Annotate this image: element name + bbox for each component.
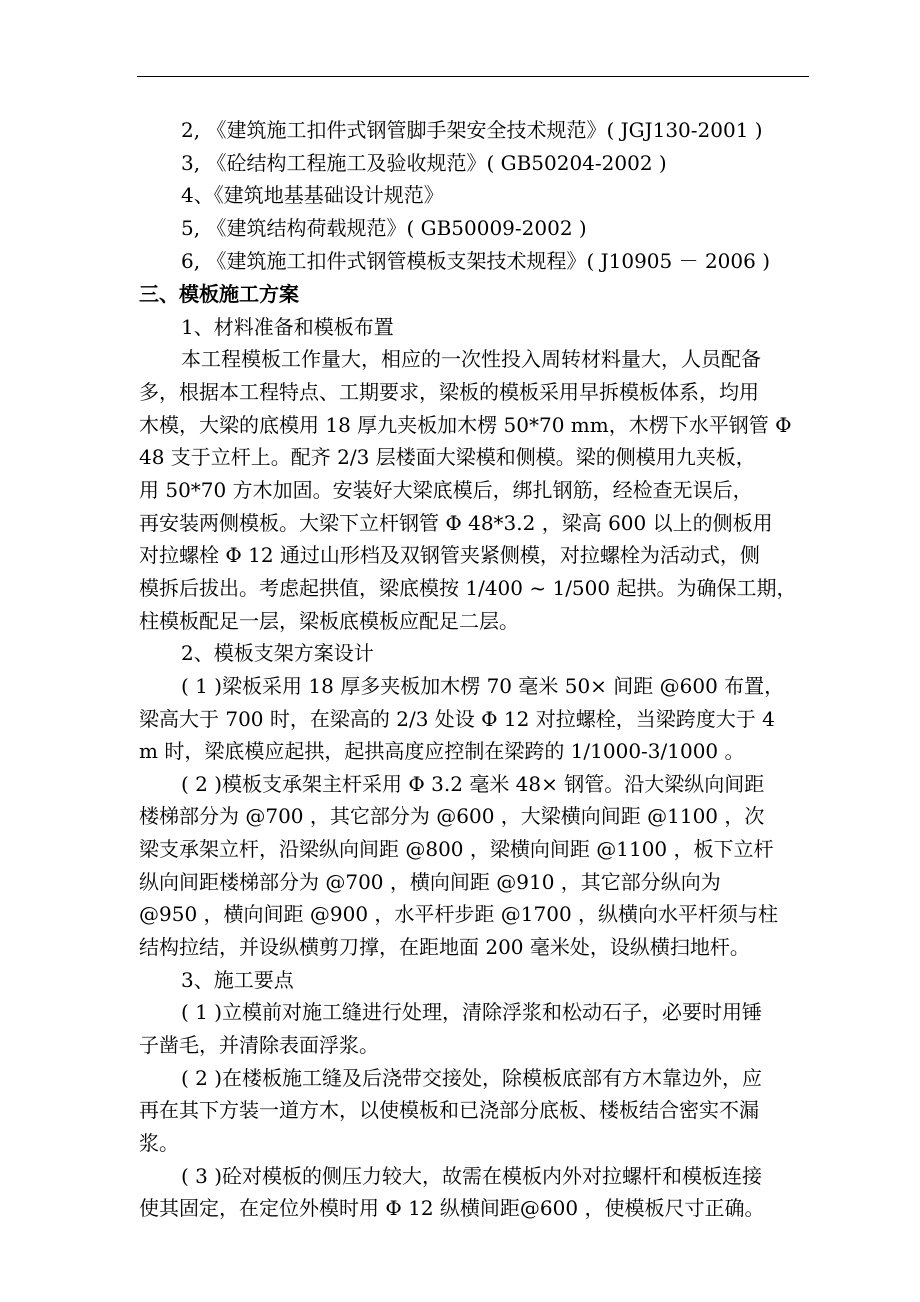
text-line: 楼梯部分为 @700 ，其它部分为 @600 ，大梁横向间距 @1100 ，次 <box>139 804 765 828</box>
text-line: 48 支于立杆上。配齐 2/3 层楼面大梁模和侧模。梁的侧模用九夹板， <box>139 445 756 469</box>
text-line: 再在其下方装一道方木，以使模板和已浇部分底板、楼板结合密实不漏 <box>139 1098 759 1122</box>
reference-item: 2, 《建筑施工扣件式钢管脚手架安全技术规范》( JGJ130-2001 ) <box>181 118 763 142</box>
reference-item: 6, 《建筑施工扣件式钢管模板支架技术规程》( J10905 － 2006 ) <box>181 249 771 273</box>
subsection-heading: 3、施工要点 <box>181 968 294 992</box>
reference-item: 4、《建筑地基基础设计规范》 <box>181 183 444 207</box>
text-line: 子凿毛，并清除表面浮浆。 <box>139 1033 379 1057</box>
text-line: 柱模板配足一层，梁板底模板应配足二层。 <box>139 609 519 633</box>
reference-item: 5, 《建筑结构荷载规范》( GB50009-2002 ) <box>181 216 587 240</box>
text-line: m 时，梁底模应起拱，起拱高度应控制在梁跨的 1/1000-3/1000 。 <box>139 739 745 763</box>
text-line: 纵向间距楼梯部分为 @700 ，横向间距 @910 ，其它部分纵向为 <box>139 870 721 894</box>
text-line: 梁高大于 700 时，在梁高的 2/3 处设 Φ 12 对拉螺栓，当梁跨度大于 4 <box>139 707 775 731</box>
reference-item: 3, 《砼结构工程施工及验收规范》( GB50204-2002 ) <box>181 151 667 175</box>
text-line: 浆。 <box>139 1131 179 1155</box>
text-line: ( 2 )在楼板施工缝及后浇带交接处，除模板底部有方木靠边外，应 <box>181 1066 763 1090</box>
section-heading: 三、模板施工方案 <box>139 282 299 306</box>
text-line: 梁支承架立杆，沿梁纵向间距 @800 ，梁横向间距 @1100 ，板下立杆 <box>139 837 774 861</box>
header-rule <box>137 76 809 77</box>
text-line: 结构拉结，并设纵横剪刀撑，在距地面 200 毫米处，设纵横扫地杆。 <box>139 935 750 959</box>
text-line: 再安装两侧模板。大梁下立杆钢管 Φ 48*3.2 ，梁高 600 以上的侧板用 <box>139 511 773 535</box>
text-line: 多，根据本工程特点、工期要求，梁板的模板采用早拆模板体系，均用 <box>139 380 759 404</box>
text-line: 用 50*70 方木加固。安装好大梁底模后，绑扎钢筋，经检查无误后， <box>139 478 753 502</box>
text-line: ( 2 )模板支承架主杆采用 Φ 3.2 毫米 48× 钢管。沿大梁纵向间距 <box>181 772 765 796</box>
text-line: ( 1 )立模前对施工缝进行处理，清除浮浆和松动石子，必要时用锤 <box>181 1000 763 1024</box>
text-line: 对拉螺栓 Φ 12 通过山形档及双钢管夹紧侧模，对拉螺栓为活动式，侧 <box>139 543 760 567</box>
text-line: 使其固定，在定位外模时用 Φ 12 纵横间距@600 ，使模板尺寸正确。 <box>139 1196 765 1220</box>
text-line: ( 3 )砼对模板的侧压力较大，故需在模板内外对拉螺杆和模板连接 <box>181 1164 763 1188</box>
subsection-heading: 2、模板支架方案设计 <box>181 641 374 665</box>
text-line: @950 ，横向间距 @900 ，水平杆步距 @1700 ，纵横向水平杆须与柱 <box>139 902 779 926</box>
text-line: ( 1 )梁板采用 18 厚多夹板加木楞 70 毫米 50× 间距 @600 布置， <box>181 674 785 698</box>
subsection-heading: 1、材料准备和模板布置 <box>181 315 394 339</box>
text-line: 木模，大梁的底模用 18 厚九夹板加木楞 50*70 mm，木楞下水平钢管 Φ <box>139 413 792 437</box>
text-line: 模拆后拔出。考虑起拱值，梁底模按 1/400 ~ 1/500 起拱。为确保工期， <box>139 576 797 600</box>
text-line: 本工程模板工作量大，相应的一次性投入周转材料量大，人员配备 <box>181 347 761 371</box>
